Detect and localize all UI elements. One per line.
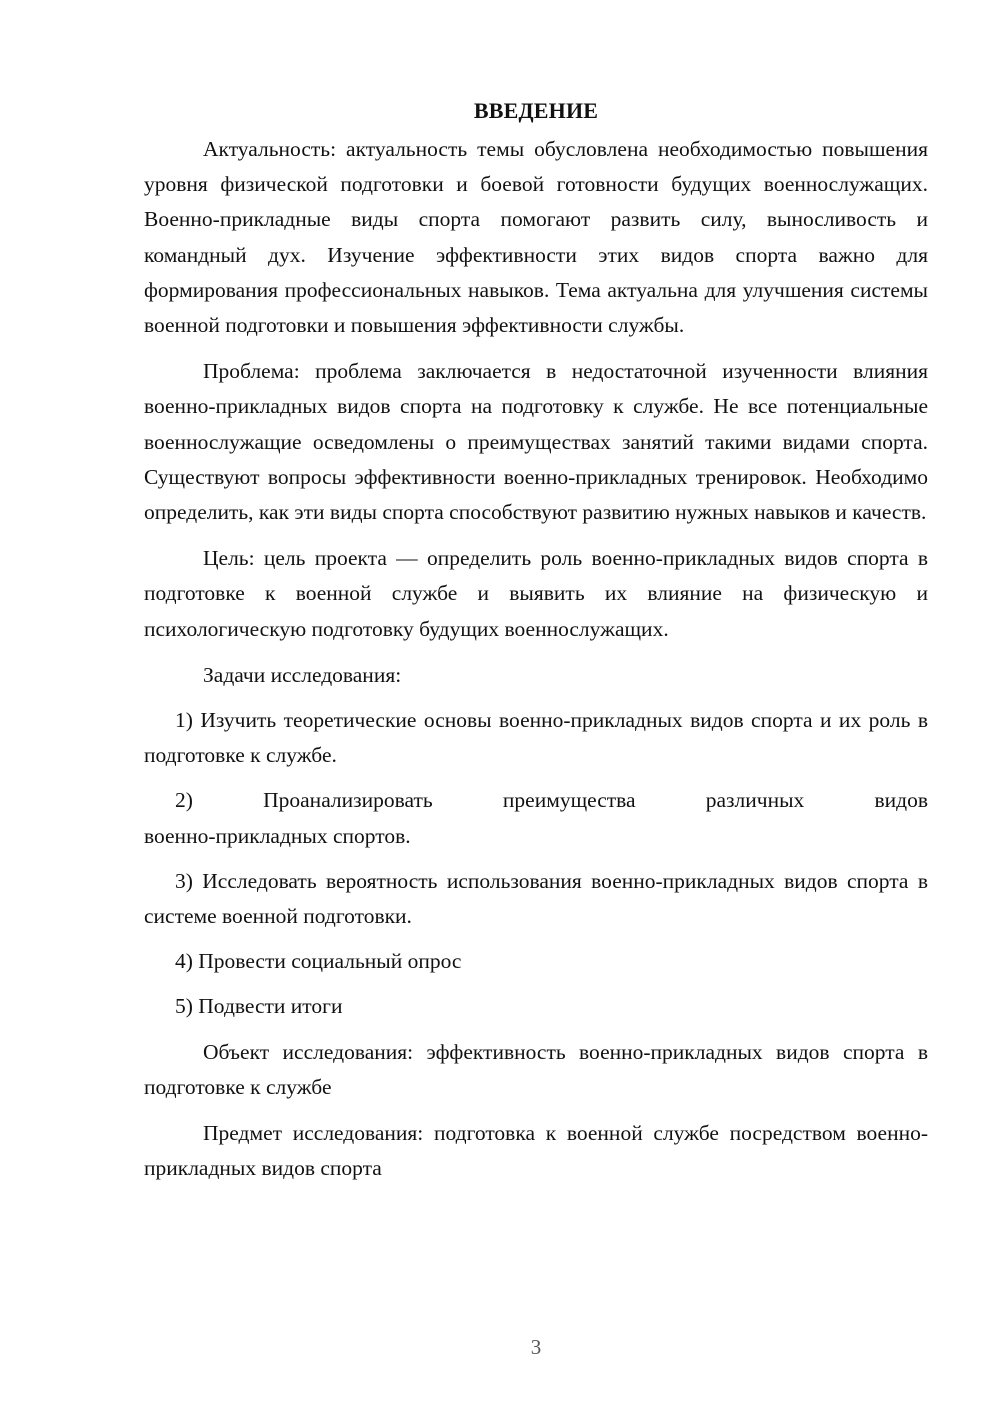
task-item-5: 5) Подвести итоги (175, 994, 343, 1019)
task-item-2-line-2: военно-прикладных спортов. (144, 823, 411, 848)
problem-paragraph: Проблема: проблема заключается в недостаточной изученности влияния военно-прикладных видов спорта на подготовку к службе. Не все потенциальные военнослужащие осведомлены о преимуществах занятий такими видами спорта. Существуют вопросы эффективности военно-прикладных тренировок. Необходимо определить, как эти виды спорта способствуют развитию нужных навыков и качеств. (144, 359, 928, 525)
task-item-4: 4) Провести социальный опрос (175, 949, 462, 974)
tasks-heading: Задачи исследования: (203, 662, 402, 687)
object-paragraph: Объект исследования: эффективность военно-прикладных видов спорта в подготовке к службе (144, 1039, 928, 1099)
task-item-1: 1) Изучить теоретические основы военно-прикладных видов спорта и их роль в подготовке к службе. (144, 708, 928, 768)
task-item-2 (144, 783, 928, 853)
page-number: 3 (530, 1335, 542, 1359)
task-item-3: 3) Исследовать вероятность использования военно-прикладных видов спорта в системе военной подготовки. (144, 868, 928, 929)
task-item-2-line-1: 2) Проанализировать преимущества различных видов (175, 788, 928, 813)
goal-paragraph: Цель: цель проекта — определить роль военно-прикладных видов спорта в подготовке к военной службе и выявить их влияние на физическую и психологическую подготовку будущих военнослужащих. (144, 546, 928, 641)
section-title: ВВЕДЕНИЕ (473, 98, 599, 123)
page-body (144, 93, 928, 1197)
subject-paragraph: Предмет исследования: подготовка к военной службе посредством военно-прикладных видов спорта (144, 1121, 928, 1181)
relevance-paragraph: Актуальность: актуальность темы обусловлена необходимостью повышения уровня физической подготовки и боевой готовности будущих военнослужащих. Военно-прикладные виды спорта помогают развить силу, выносливость и командный дух. Изучение эффективности этих видов спорта важно для формирования профессиональных навыков. Тема актуальна для улучшения системы военной подготовки и повышения эффективности службы. (144, 137, 928, 338)
